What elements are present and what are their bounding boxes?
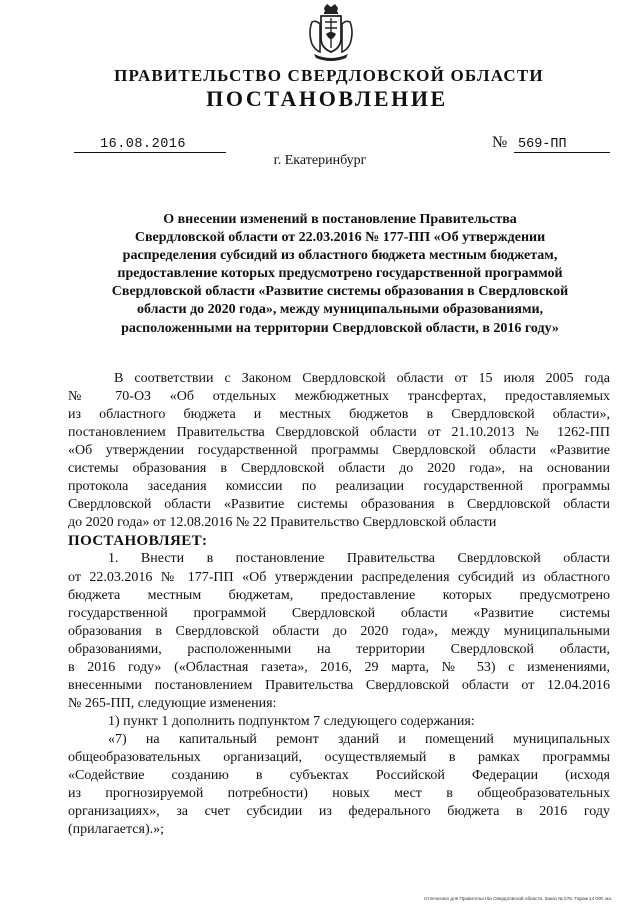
body-line: Свердловской области «Развитие системы образования в Свердловской области [68,497,610,513]
body-line: до 2020 года» от 12.08.2016 № 22 Правительство Свердловской области [68,515,497,531]
body-line: В соответствии с Законом Свердловской области от 15 июля 2005 года [114,371,610,386]
body-line: образования в Свердловской области до 2020 года», между муниципальными [68,623,610,639]
body-line: 1. Внести в постановление Правительства Свердловской области [108,551,610,567]
document-body [68,370,610,839]
number-label: № [492,134,508,151]
body-line: внесенными постановлением Правительства Свердловской области от 12.04.2016 [68,677,610,693]
body-line: в 2016 году» («Областная газета», 2016, 29 марта, № 53) с изменениями, [68,659,610,675]
title-line: распределения субсидий из областного бюджета местным бюджетам, [122,248,558,264]
body-line: (прилагается).»; [68,822,165,838]
city: г. Екатеринбург [273,153,367,168]
body-line: из областного бюджета и местных бюджетов в Свердловской области», [68,407,610,423]
body-line: № 265-ПП, следующие изменения: [68,695,277,711]
body-line: из прогнозируемой потребности) новых мест в общеобразовательных [68,786,610,802]
title-line: предоставление которых предусмотрено государственной программой [117,266,563,282]
title-line: Свердловской области от 22.03.2016 № 177-ПП «Об утверждении [134,230,546,246]
body-line: № 70-ОЗ «Об отдельных межбюджетных трансфертах, предоставляемых [68,389,610,405]
body-line: общеобразовательных организаций, осуществляемый в рамках программы [68,749,610,765]
title-line: расположенными на территории Свердловской области, в 2016 году» [121,320,559,336]
document-number: 569-ПП [514,138,610,153]
body-line: системы образования в Свердловской области до 2020 года», на основании [68,461,610,477]
body-line: от 22.03.2016 № 177-ПП «Об утверждении распределения субсидий из областного [68,569,610,585]
body-line: «Об утверждении государственной программы Свердловской области «Развитие [68,443,610,459]
body-line: бюджета местным бюджетам, предоставление которых предусмотрено [68,587,610,603]
body-line: протокола заседания комиссии по реализации государственной программы [68,479,610,495]
title-line: области до 2020 года», между муниципальными образованиями, [136,302,544,318]
body-line: образованиями, расположенными на территории Свердловской области, [68,641,610,657]
body-line: организациях», за счет субсидии из федерального бюджета в 2016 году [68,804,610,820]
title-line: О внесении изменений в постановление Правительства [163,212,517,227]
body-line: постановлением Правительства Свердловской области от 21.10.2013 № 1262-ПП [68,425,610,441]
body-line: «7) на капитальный ремонт зданий и помещений муниципальных [108,731,610,747]
government-name: ПРАВИТЕЛЬСТВО СВЕРДЛОВСКОЙ ОБЛАСТИ [114,66,544,85]
body-line: государственной программой Свердловской области «Развитие системы [68,605,610,621]
coat-of-arms-icon [306,4,356,64]
body-line: 1) пункт 1 дополнить подпунктом 7 следующего содержания: [108,713,475,729]
title-line: Свердловской области «Развитие системы образования в Свердловской [111,284,569,300]
document-title [70,211,610,338]
document-type: ПОСТАНОВЛЕНИЕ [206,86,448,111]
body-line: «Содействие созданию в субъектах Российской Федерации (исходя [68,768,610,784]
print-note: Отпечатано для Правительства Свердловской области. Заказ № 575. Тираж 14 000 экз. [424,896,613,901]
document-date: 16.08.2016 [74,138,226,153]
resolves-heading: ПОСТАНОВЛЯЕТ: [68,533,208,550]
